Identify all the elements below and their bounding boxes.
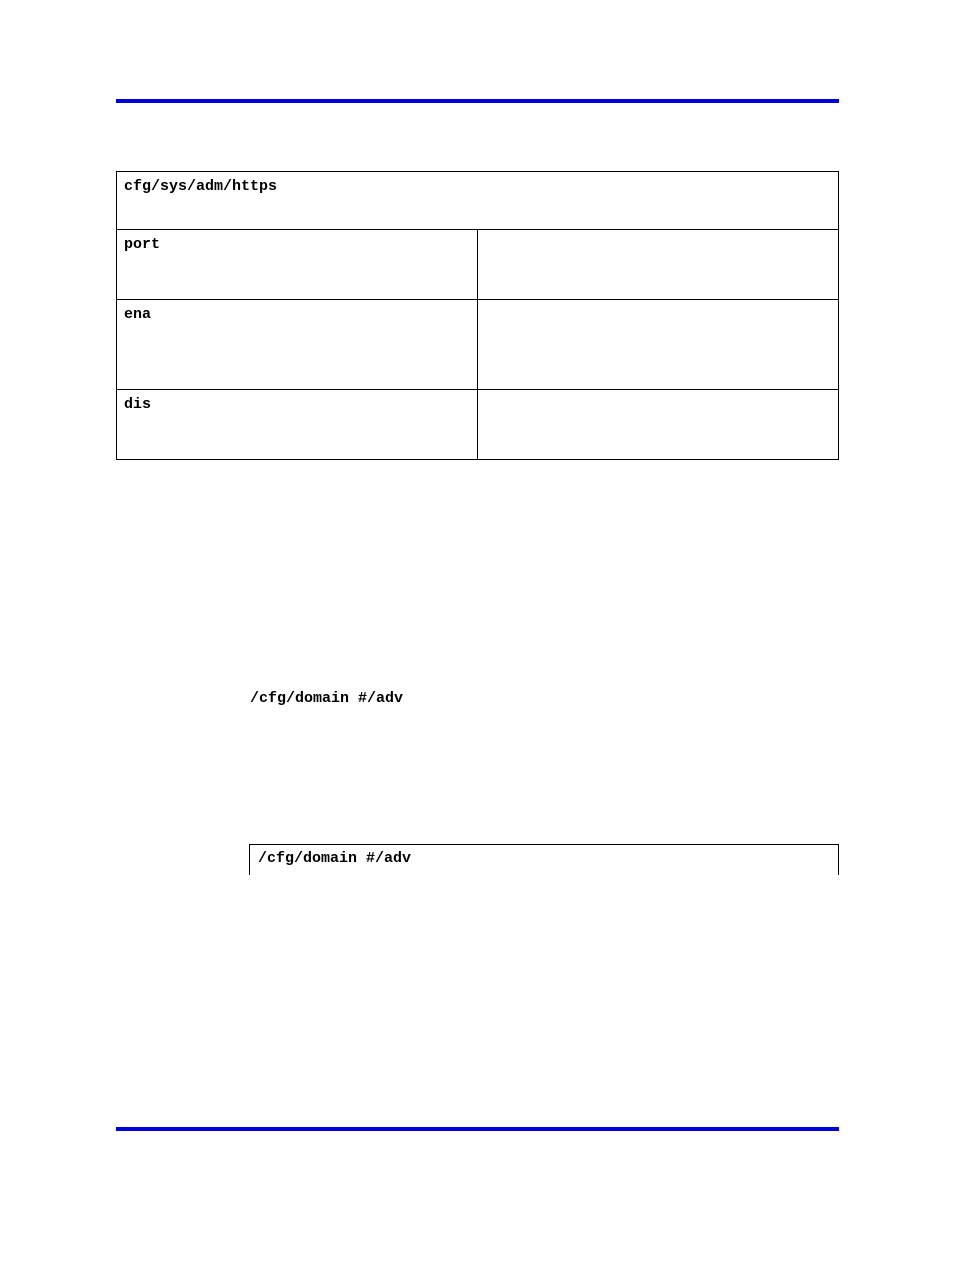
command-description: [478, 390, 839, 460]
command-ena: ena: [117, 300, 478, 390]
table-row: [117, 390, 839, 460]
command-port: port: [117, 230, 478, 300]
footer-rule: [116, 1127, 839, 1131]
menu-path-header: cfg/sys/adm/https: [117, 172, 839, 230]
command-path: /cfg/domain #/adv: [250, 690, 404, 707]
menu-path-header: /cfg/domain #/adv: [258, 850, 412, 867]
command-description: [478, 230, 839, 300]
header-rule: [116, 99, 839, 103]
table-row: [117, 300, 839, 390]
command-description: [478, 300, 839, 390]
https-menu-table: [116, 171, 839, 460]
command-dis: dis: [117, 390, 478, 460]
table-row: [117, 230, 839, 300]
domain-adv-menu-table: [249, 844, 839, 875]
